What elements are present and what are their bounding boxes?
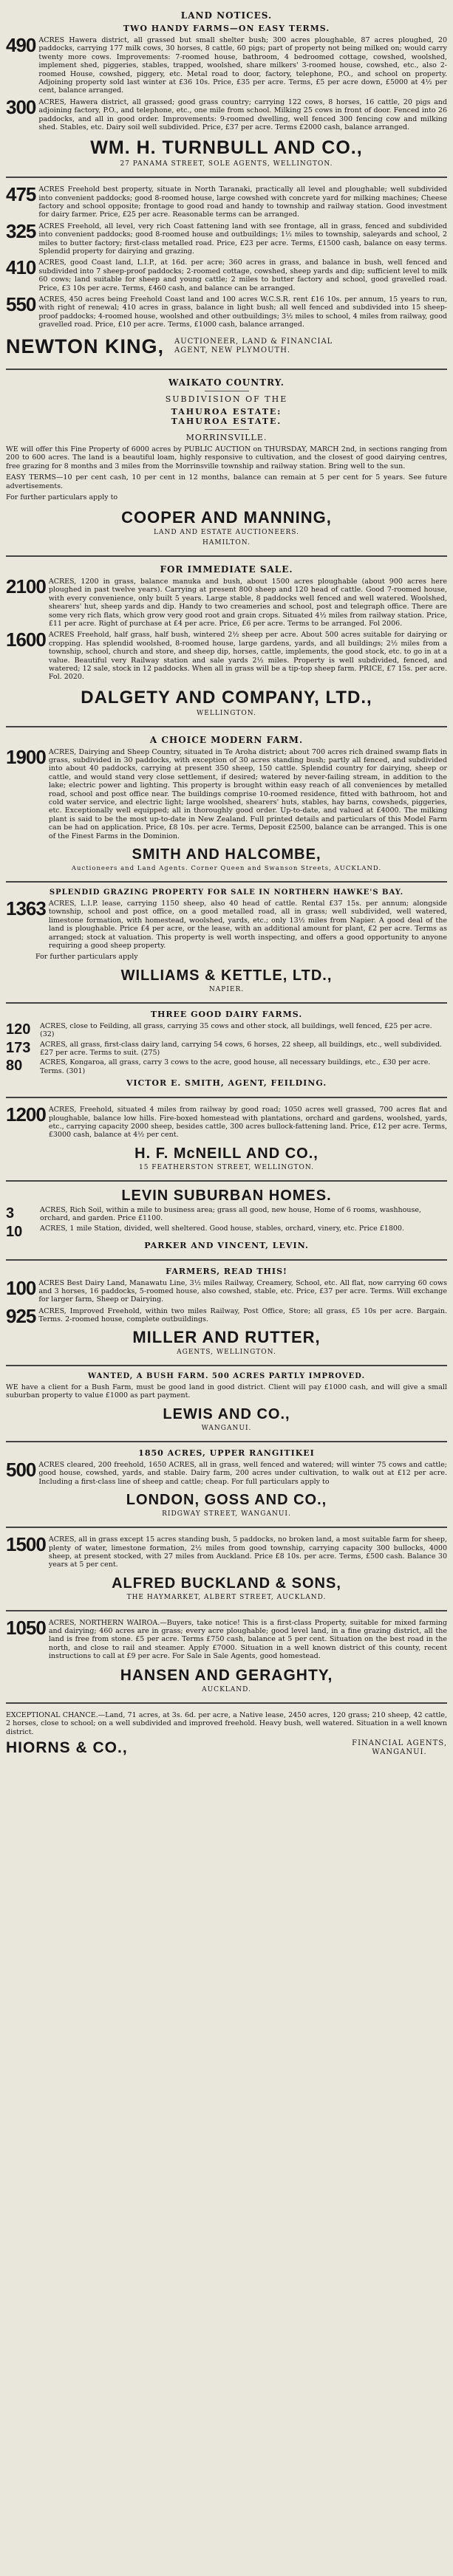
ad-490-acres [6, 36, 447, 95]
hiorns-name: HIORNS & CO., [6, 1739, 128, 1757]
miller-rutter-section [6, 1261, 447, 1366]
subdivision-heading: SUBDIVISION OF THE [165, 394, 288, 404]
ad-925-acres [6, 1304, 447, 1327]
turnbull-section [6, 4, 447, 178]
exceptional-chance-paragraph: EXCEPTIONAL CHANCE.—Land, 71 acres, at 3s. 6d. per acre, a Native lease, 2450 acres, 120 grass; 210 sheep, 42 cattle, 2 horses, close to school; on a well subdivided and improved freehold. Heavy bush, well watered. Situation in a well known district. [6, 1710, 447, 1736]
ad-410-acres [6, 258, 447, 292]
dalgety-name: DALGETY AND COMPANY, LTD., [81, 687, 372, 708]
williams-kettle-place: NAPIER. [208, 985, 245, 993]
hansen-name: HANSEN AND GERAGHTY, [120, 1666, 333, 1684]
ad-text: ACRES, Rich Soil, within a mile to business area; grass all good, new house, Home of 6 rooms, washhouse, orchard, and garden. Price £1100. [40, 1205, 421, 1223]
ad-100-acres [6, 1276, 447, 1304]
ad-325-acres [6, 219, 447, 256]
ad-number: 1200 [6, 1103, 46, 1126]
estate-title-2: TAHUROA ESTATE. [171, 416, 282, 426]
newton-king-line1: AUCTIONEER, LAND & FINANCIAL [174, 338, 333, 346]
ad-1050-acres [6, 1616, 447, 1661]
hiorns-agent [6, 1739, 447, 1757]
ad-text: ACRES, all grass, first-class dairy land, carrying 54 cows, 6 horses, 22 sheep, all buildings, etc., well subdivided. £27 per acre. Terms to suit. (275) [40, 1040, 443, 1058]
newton-king-name: NEWTON KING, [6, 335, 164, 357]
ad-number: 410 [6, 256, 36, 279]
ad-number: 550 [6, 292, 36, 315]
ad-1500-acres [6, 1535, 447, 1569]
levin-home-row [6, 1206, 447, 1223]
mcneill-section [6, 1098, 447, 1182]
particulars-paragraph: For further particulars apply to [6, 493, 118, 502]
ad-1200-acres [6, 1103, 447, 1140]
ad-number: 173 [6, 1039, 31, 1056]
particulars-paragraph: For further particulars apply [35, 953, 138, 962]
newton-king-agent [6, 335, 447, 358]
smith-halcombe-sub: Auctioneers and Land Agents. Corner Queen and Swanson Streets, AUCKLAND. [71, 865, 382, 872]
cooper-manning-place: HAMILTON. [202, 539, 251, 547]
ad-text: ACRES, good Coast land, L.I.P., at 16d. per acre; 360 acres in grass, and balance in bush, well fenced and subdivided into 7 sheep-proof paddocks; 2-roomed cottage, cowshed, sheep yards and dip; sufficient level to milk 60 cows; land suitable for sheep and young cattle; 2 miles to butter factory and school, good gravelled road. Price, £3 10s per acre. Terms, £460 cash, and balance can be arranged. [38, 258, 447, 292]
lewis-name: LEWIS AND CO., [163, 1405, 290, 1422]
ad-1900-acres [6, 745, 447, 840]
lewis-section [6, 1366, 447, 1442]
newton-king-section [6, 178, 447, 369]
mcneill-name: H. F. McNEILL AND CO., [134, 1145, 319, 1162]
estate-title-1: TAHUROA ESTATE: [171, 406, 282, 417]
smith-halcombe-name: SMITH AND HALCOMBE, [132, 846, 321, 863]
ad-1363-acres [6, 897, 447, 950]
waikato-heading: WAIKATO COUNTRY. [168, 377, 285, 388]
london-goss-address: RIDGWAY STREET, WANGANUI. [162, 1510, 291, 1518]
ad-text: ACRES, close to Feilding, all grass, carrying 35 cows and other stock, all buildings, well fenced, £25 per acre. (32) [40, 1021, 432, 1039]
ad-text: ACRES, Dairying and Sheep Country, situated in Te Aroha district; about 700 acres rich drained swamp flats in grass, subdivided in 30 paddocks, with exception of 30 acres standing bush; partly all fenced, and subdivided into about 40 paddocks, carrying at present 350 sheep, 150 cattle. Splendid country for dairying, sheep or cattle, and would stand very close settlement, if desired; watered by never-failing stream, in addition to the lake; electric power and lighting. This property is brought within easy reach of all conveniences by metalled road, school and post office near. The buildings comprise 10-roomed residence, fitted with bathroom, hot and cold water service, and electric light; large woolshed, shearers' huts, stables, hay barns, cowsheds, piggeries, etc. Exceptionally well equipped; all in thoroughly good order. Up-to-date, and valued at £4000. The milking plant is said to be the most up-to-date in New Zealand. Full printed details and particulars of this Model Farm can be had on application. Price, £8 10s. per acre. Terms, Deposit £2500, balance can be arranged. This is one of the Finest Farms in the Dominion. [48, 747, 447, 840]
lewis-place: WANGANUI. [201, 1424, 252, 1432]
two-farms-subtitle: TWO HANDY FARMS—ON EASY TERMS. [123, 24, 330, 33]
ad-number: 100 [6, 1276, 36, 1299]
ad-text: ACRES, 1200 in grass, balance manuka and bush, about 1500 acres ploughable (about 900 acres here ploughed in past twelve years). Carrying at present 800 sheep and 120 head of cattle. Good 7-roomed house, with every convenience, only built 5 years. Large stable, 8 paddocks well fenced and well watered. Woolshed, shearers' hut, sheep yards and dip. Handy to two creameries and school, post and telegraph office. There are some very rich flats, which grow very good root and grain crops. Situated 4½ miles from railway station. Price, £11 per acre. Right of purchase at £4 per acre. Price, £6 per acre. Terms to be arranged. Fol 2006. [48, 578, 447, 628]
ad-number: 120 [6, 1021, 31, 1038]
ad-text: ACRES, 450 acres being Freehold Coast land and 100 acres W.C.S.R. rent £16 10s. per annum, 15 years to run, with right of renewal; 410 acres in grass, balance in light bush; all well fenced and subdivided into 15 sheep-proof paddocks; 4-roomed house, woolshed and other outbuildings; 3½ miles to school, 4 miles from railway, good gravelled road. Price, £10 per acre. Terms, £1000 cash, balance arranged. [38, 295, 447, 329]
ad-number: 925 [6, 1304, 36, 1327]
levin-heading: LEVIN SUBURBAN HOMES. [121, 1187, 332, 1204]
ad-number: 1363 [6, 897, 46, 919]
ad-number: 1500 [6, 1533, 46, 1556]
land-notices-title: LAND NOTICES. [180, 10, 273, 21]
ad-text: ACRES, 1 mile Station, divided, well sheltered. Good house, stables, orchard, vinery, etc. Price £1800. [40, 1224, 404, 1233]
ad-number: 3 [6, 1205, 15, 1222]
ad-1600-acres [6, 628, 447, 682]
cooper-manning-name: COOPER AND MANNING, [121, 508, 332, 527]
farmers-read-heading: FARMERS, READ THIS! [166, 1266, 287, 1276]
ad-500-acres [6, 1458, 447, 1486]
ad-number: 500 [6, 1458, 36, 1481]
mcneill-address: 15 FEATHERSTON STREET, WELLINGTON. [138, 1163, 315, 1171]
miller-rutter-name: MILLER AND RUTTER, [132, 1327, 321, 1346]
ad-text: ACRES cleared, 200 freehold, 1650 ACRES, all in grass, well fenced and watered; will winter 75 cows and cattle; good house, cowshed, yards, and stable. Dairy farm, 200 acres under cultivation, to walk out at £12 per acre. Including a first-class line of sheep and cattle; cheap. For full particulars apply to [38, 1460, 447, 1486]
london-goss-name: LONDON, GOSS AND CO., [126, 1492, 327, 1509]
divider [205, 429, 249, 430]
ad-text: ACRES Freehold, half grass, half bush, wintered 2½ sheep per acre. About 500 acres suitable for dairying or cropping. Has splendid woolshed, 8-roomed house, large gardens, yards, and all buildings; 2½ miles from a township, school, church and store, and sheep dip, horses, cattle, implements, the good stock, etc. to go in at a value. Beautiful very Railway station and sale yards 2½ miles. Property is well subdivided, fenced, and watered; 12 sale, stock in 12 paddocks. When all in grass will be a tip-top sheep farm. PRICE, £7 15s. per acre. Fol. 2020. [48, 631, 447, 682]
buckland-section [6, 1528, 447, 1611]
ad-text: ACRES Freehold, all level, very rich Coast fattening land with see frontage, all in grass, fenced and subdivided into convenient paddocks; good 8-roomed house and outbuildings; 1½ miles to township, saleyards and school, 2 miles to butter factory; first-class metalled road. Price, £23 per acre. Terms, £1500 cash, balance on easy terms. Splendid property for dairying and grazing. [38, 222, 447, 256]
rangitikei-heading: 1850 ACRES, UPPER RANGITIKEI [138, 1448, 315, 1458]
ad-text: ACRES, Freehold, situated 4 miles from railway by good road; 1050 acres well grassed, 700 acres flat and ploughable, balance low hills. Fire-boxed homestead with plantations, orchard and gardens, woolshed, yards, etc., carrying capacity 2000 sheep, besides cattle, 300 acres bullock-fattening land. Price, £12 per acre. Terms, £3000 cash, balance at 4½ per cent. [48, 1106, 447, 1140]
parker-vincent-agent: PARKER AND VINCENT, LEVIN. [144, 1240, 309, 1250]
ad-text: ACRES Hawera district, all grassed but small shelter bush; 300 acres ploughable, 87 acres ploughed, 20 paddocks, carrying 177 milk cows, 30 horses, 8 cattle, 60 pigs; part of property not being milked on; would carry twenty more cows. Improvements: 7-roomed house, bathroom, 4 bedroomed cottage, cowshed, woolshed, implement shed, piggeries, stables, trapped, woolshed, share milkers' 3-roomed house, cowshed, etc., also 2-roomed House, cowshed, piggery, etc. Metal road to door, factory, telephone, P.O., and school on property. Adjoining property sold last winter at £36 10s. Price, £35 per acre. Terms, £5 per acre down, £5000 at 4½ per cent, balance arranged. [38, 36, 447, 95]
dalgety-section [6, 557, 447, 727]
hiorns-description [352, 1739, 447, 1757]
three-dairy-section [6, 1004, 447, 1098]
ad-text: ACRES, all in grass except 15 acres standing bush, 5 paddocks, no broken land, a most suitable farm for sheep, plenty of water, limestone formation, 2½ miles from good township, carrying capacity 300 bullocks, 4000 sheep, at present stocked, with 27 miles from Auckland. Price £8 10s. per acre. Terms, £500 cash. Balance 30 years at 5 per cent. [48, 1535, 447, 1569]
dairy-farm-row [6, 1022, 447, 1039]
ad-text: ACRES Best Dairy Land, Manawatu Line, 3½ miles Railway, Creamery, School, etc. All flat, now carrying 60 cows and 3 horses, 16 paddocks, 5-roomed house, also cowshed, stable, etc. Price, £37 per acre. Terms. Will exchange for larger farm, Sheep or Dairying. [38, 1278, 447, 1304]
williams-kettle-section [6, 883, 447, 1004]
ad-number: 490 [6, 34, 36, 56]
ad-number: 2100 [6, 575, 46, 598]
choice-farm-heading: A CHOICE MODERN FARM. [149, 734, 304, 745]
wanted-bush-farm-heading: WANTED, A BUSH FARM. 500 ACRES PARTLY IMPROVED. [87, 1371, 366, 1380]
ad-number: 80 [6, 1058, 23, 1075]
newton-king-line2: AGENT, NEW PLYMOUTH. [174, 346, 291, 355]
ad-300-acres [6, 95, 447, 132]
auction-paragraph: WE will offer this Fine Property of 6000 acres by PUBLIC AUCTION on THURSDAY, MARCH 2nd, in sections ranging from 200 to 600 acres. The land is a beautiful loam, highly responsive to cultivation, and the closest of good dairying centres, free grazing for 8 months and 3 miles from the Morrinsville township and railway station. Bring well to the sun. [6, 445, 447, 470]
hawkes-bay-heading: SPLENDID GRAZING PROPERTY FOR SALE IN NORTHERN HAWKE'S BAY. [49, 888, 404, 897]
miller-rutter-sub: AGENTS, WELLINGTON. [177, 1348, 276, 1356]
place-morrinsville: MORRINSVILLE. [185, 432, 268, 442]
dairy-farm-row [6, 1058, 447, 1075]
victor-smith-agent: VICTOR E. SMITH, AGENT, FEILDING. [126, 1078, 327, 1089]
turnbull-agent-name: WM. H. TURNBULL AND CO., [90, 137, 363, 159]
ad-text: ACRES, Kongaroa, all grass, carry 3 cows to the acre, good house, all necessary buildings, etc., £30 per acre. Terms. (301) [40, 1058, 431, 1075]
smith-halcombe-section [6, 727, 447, 883]
ad-2100-acres [6, 575, 447, 628]
ad-text: ACRES, L.I.P. lease, carrying 1150 sheep, also 40 head of cattle. Rental £37 15s. per annum; alongside township, school and post office, on a good metalled road, all in grass; well subdivided, well watered, limestone formation, with homestead, woolshed, yards, etc.; only 13½ miles from Napier. A good deal of the land is ploughable. Price £4 per acre, or the lease, with an additional amount for plant, £2 per acre. Terms as arranged; stock at valuation. This property is well worth inspecting, and offers a good opportunity to anyone requiring a good sheep property. [48, 900, 447, 950]
dairy-farm-row [6, 1041, 447, 1058]
buckland-address: THE HAYMARKET, ALBERT STREET, AUCKLAND. [126, 1593, 327, 1601]
ad-text: ACRES, Improved Freehold, within two miles Railway, Post Office, Store; all grass, £5 10s per acre. Bargain. Terms. 2-roomed house, complete outbuildings. [38, 1306, 447, 1324]
hansen-section [6, 1611, 447, 1704]
three-dairy-heading: THREE GOOD DAIRY FARMS. [150, 1009, 303, 1019]
ad-number: 10 [6, 1223, 23, 1240]
ad-number: 1900 [6, 745, 46, 768]
ad-number: 1050 [6, 1616, 46, 1639]
hiorns-section [6, 1704, 447, 1764]
ad-number: 325 [6, 219, 36, 242]
dalgety-place: WELLINGTON. [197, 709, 256, 717]
ad-text: ACRES, NORTHERN WAIROA.—Buyers, take notice! This is a first-class Property, suitable for mixed farming and dairying; 460 acres are in grass; every acre ploughable; good level land, in a fine grazing district, all the land is free from stone. £5 per acre. Terms £750 cash, balance at 5 per cent. Situation on the best road in the north, and close to rail and steamer. Apply £7000. Situation in a well known district of this county, recent instructions to call at £9 per acre. For Sale in Sale Agents, good homestead. [48, 1618, 447, 1661]
london-goss-section [6, 1442, 447, 1528]
wanted-paragraph: WE have a client for a Bush Farm, must be good land in good district. Client will pay £1000 cash, and will give a small suburban property to value £1000 as part payment. [6, 1383, 447, 1400]
ad-475-acres [6, 185, 447, 219]
cooper-manning-sub: LAND AND ESTATE AUCTIONEERS. [154, 529, 299, 537]
immediate-sale-heading: FOR IMMEDIATE SALE. [160, 564, 293, 575]
hiorns-line2: WANGANUI. [372, 1748, 427, 1757]
levin-home-row [6, 1224, 447, 1239]
ad-550-acres [6, 292, 447, 329]
ad-text: ACRES, Hawera district, all grassed; good grass country; carrying 122 cows, 8 horses, 16 cattle, 20 pigs and adjoining factory, P.O., and telephone, etc., one mile from school. Milking 25 cows in front of door. Fenced into 26 paddocks, and all in good order. Improvements: 9-roomed dwelling, well fenced 300 fencing cow and milking shed. Stables, etc. Dairy soil well subdivided. Price, £37 per acre. Terms £2000 cash, balance arranged. [38, 97, 447, 131]
cooper-manning-section [6, 370, 447, 557]
newton-king-description [174, 338, 333, 355]
williams-kettle-name: WILLIAMS & KETTLE, LTD., [120, 967, 333, 984]
ad-number: 1600 [6, 628, 46, 651]
buckland-name: ALFRED BUCKLAND & SONS, [112, 1575, 341, 1592]
hansen-place: AUCKLAND. [202, 1685, 251, 1693]
ad-text: ACRES Freehold best property, situate in North Taranaki, practically all level and ploughable; well subdivided into convenient paddocks; good 8-roomed house, large cowshed with concrete yard for milking machines; Cheese factory and school opposite; frontage to good road and handy to township and railway station. Good investment for dairy farmer. Price, £25 per acre. Reasonable terms can be arranged. [38, 185, 447, 219]
hiorns-line1: FINANCIAL AGENTS, [352, 1739, 447, 1748]
turnbull-agent-address: 27 PANAMA STREET, SOLE AGENTS, WELLINGTON. [120, 160, 333, 168]
ad-number: 300 [6, 95, 36, 118]
terms-paragraph: EASY TERMS—10 per cent cash, 10 per cent in 12 months, balance can remain at 5 per cent for 5 years. See future advertisements. [6, 473, 447, 490]
ad-number: 475 [6, 183, 36, 206]
levin-section [6, 1182, 447, 1261]
